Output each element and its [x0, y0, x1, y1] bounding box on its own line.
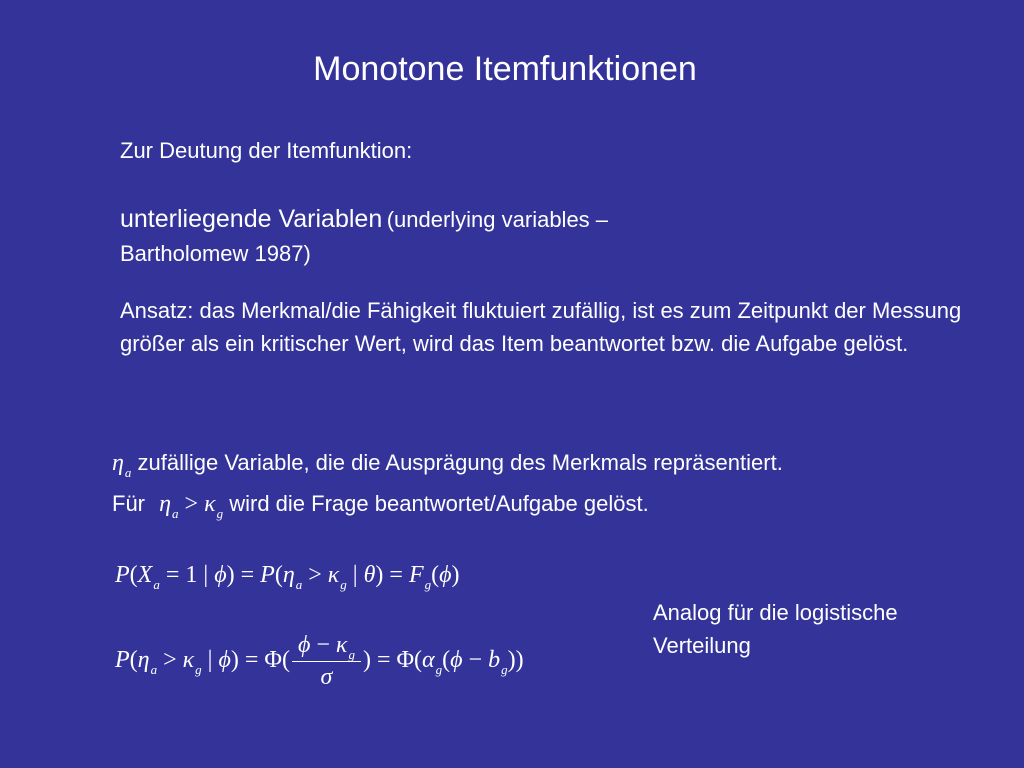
formula-probability: $P(X_a = 1$ | $\phi) = P(\eta_a > \kappa_g$ | $\theta) = F_g(\phi)$: [115, 562, 460, 592]
concept-block: [120, 204, 800, 272]
fraction: $\frac{\phi - \kappa_g}{\sigma}$: [292, 632, 361, 691]
concept-paren-2: Bartholomew 1987): [120, 241, 311, 266]
fuer-label: Für: [112, 491, 145, 516]
fuer-condition-formula: $\eta_a > \kappa_g$: [159, 491, 224, 521]
subtitle: Zur Deutung der Itemfunktion:: [120, 138, 413, 163]
ansatz-paragraph: Ansatz: das Merkmal/die Fähigkeit fluktuiert zufällig, ist es zum Zeitpunkt der Messung größer als ein kritischer Wert, wird das Item beantwortet bzw. die Aufgabe gelöst.: [120, 298, 962, 356]
fuer-rest: wird die Frage beantwortet/Aufgabe gelöst.: [229, 491, 649, 516]
concept-paren-1: (underlying variables –: [386, 207, 609, 232]
eta-a-symbol: $\eta_a$: [112, 450, 132, 480]
analog-note: Analog für die logistische Verteilung: [653, 600, 898, 658]
eta-definition: [112, 446, 783, 482]
slide-title: Monotone Itemfunktionen: [313, 50, 697, 88]
concept-main: unterliegende Variablen: [120, 205, 383, 233]
eta-description: zufällige Variable, die die Ausprägung des Merkmals repräsentiert.: [137, 450, 783, 475]
fuer-line: [112, 487, 649, 523]
formula-normal: $P(\eta_a > \kappa_g$ | ϕ) = Φ( $\frac{\phi - \kappa_g}{\sigma}$ ) = $\Phi(\alpha_g(\phi - b_g))$: [115, 632, 524, 690]
